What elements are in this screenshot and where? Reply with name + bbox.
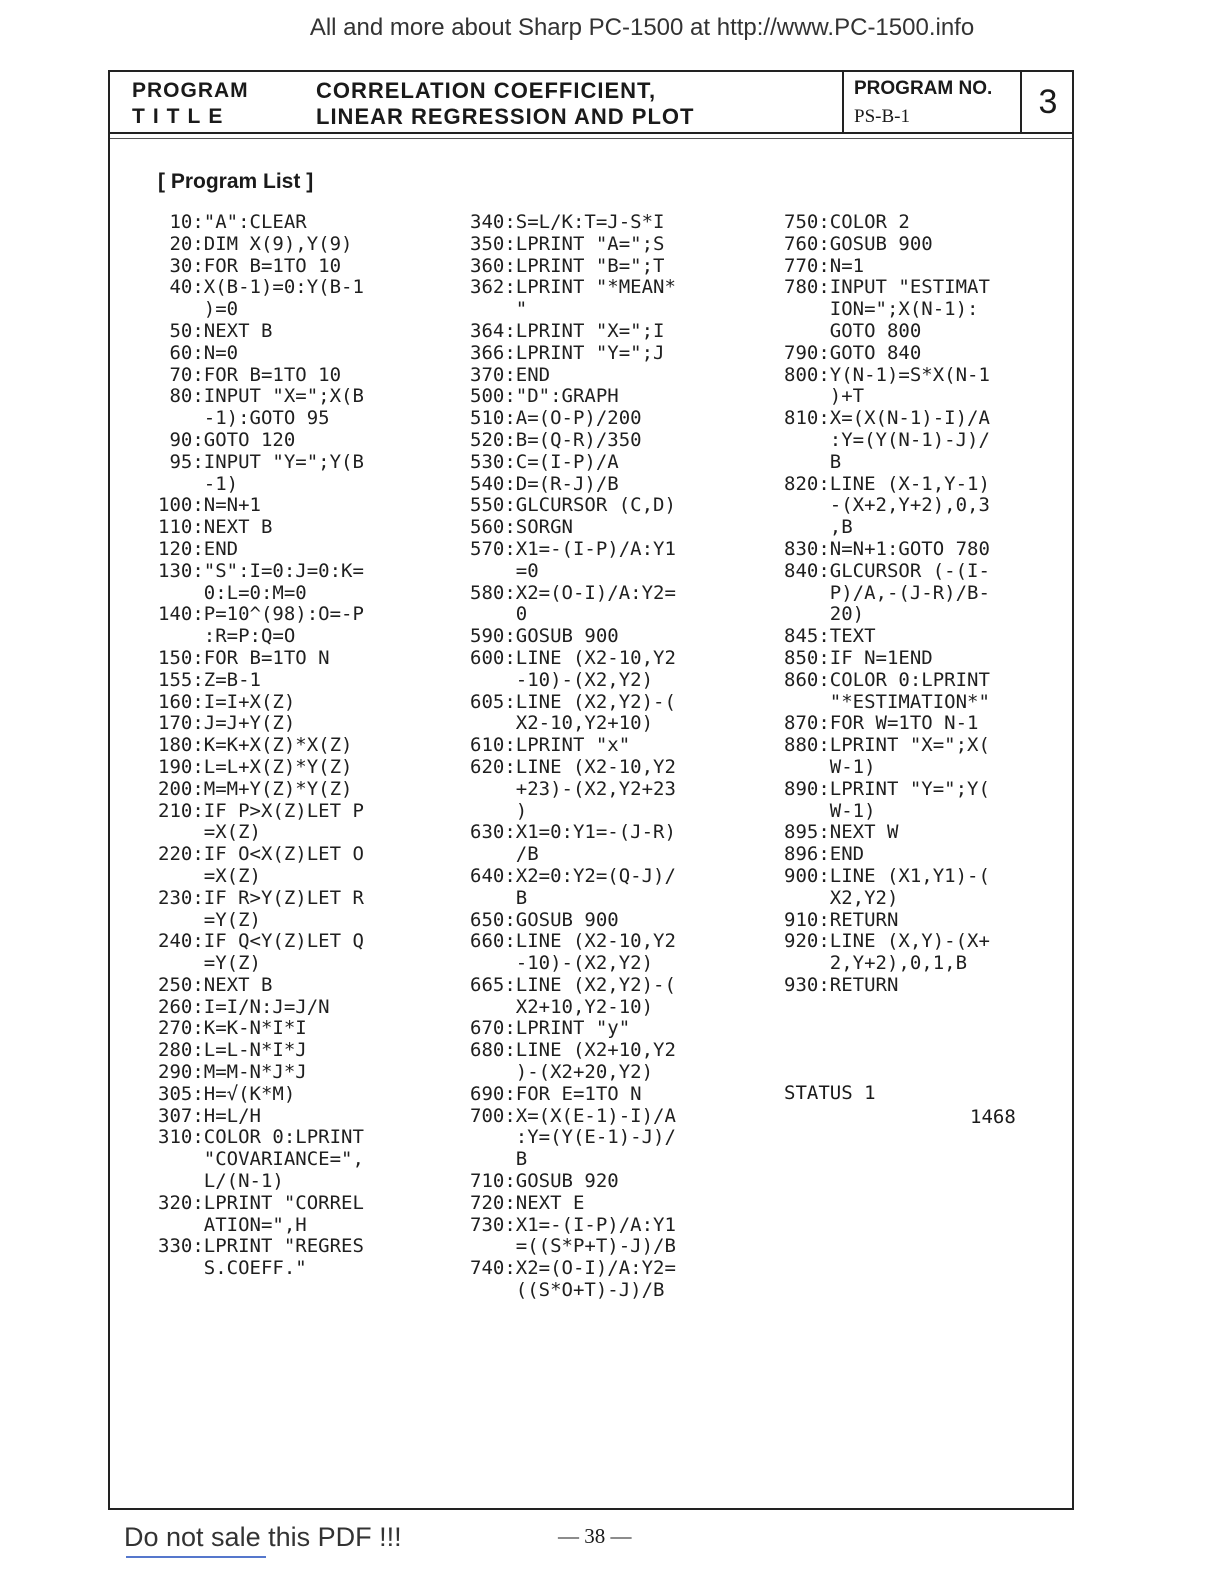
program-line: =X(Z): [158, 821, 261, 844]
program-line: )=0: [158, 298, 239, 321]
program-line: -1):GOTO 95: [158, 407, 330, 430]
program-line: 2,Y+2),0,1,B: [784, 952, 968, 975]
program-line: ION=";X(N-1):: [784, 298, 979, 321]
program-line: 570:X1=-(I-P)/A:Y1: [470, 537, 676, 560]
program-line: 760:GOSUB 900: [784, 232, 933, 255]
program-line: "*ESTIMATION*": [784, 690, 990, 713]
program-line: 730:X1=-(I-P)/A:Y1: [470, 1213, 676, 1236]
program-line: 260:I=I/N:J=J/N: [158, 995, 330, 1018]
program-line: 305:H=√(K*M): [158, 1082, 296, 1105]
program-line: =Y(Z): [158, 908, 261, 931]
label-line-1: PROGRAM: [132, 79, 249, 102]
program-line: ((S*O+T)-J)/B: [470, 1279, 665, 1302]
program-line: 240:IF Q<Y(Z)LET Q: [158, 930, 364, 953]
program-line: 0: [470, 603, 528, 626]
program-line: 190:L=L+X(Z)*Y(Z): [158, 755, 353, 778]
program-line: 290:M=M-N*J*J: [158, 1061, 307, 1084]
program-line: 520:B=(Q-R)/350: [470, 428, 642, 451]
program-line: 790:GOTO 840: [784, 341, 922, 364]
program-line: 60:N=0: [158, 341, 239, 364]
program-line: 340:S=L/K:T=J-S*I: [470, 211, 665, 233]
program-line: 850:IF N=1END: [784, 646, 933, 669]
program-line: X2,Y2): [784, 886, 899, 909]
program-line: P)/A,-(J-R)/B-: [784, 581, 990, 604]
program-line: 366:LPRINT "Y=";J: [470, 341, 665, 364]
program-title-label: [132, 78, 249, 130]
program-line: 40:X(B-1)=0:Y(B-1: [158, 276, 364, 299]
header-divider: [110, 138, 1072, 139]
program-line: 605:LINE (X2,Y2)-(: [470, 690, 676, 713]
page-tag: 3: [1038, 83, 1058, 121]
program-title: [316, 78, 694, 130]
program-line: 580:X2=(O-I)/A:Y2=: [470, 581, 676, 604]
program-line: 810:X=(X(N-1)-I)/A: [784, 407, 990, 430]
program-line: 330:LPRINT "REGRES: [158, 1235, 364, 1258]
program-line: 910:RETURN: [784, 908, 899, 931]
listing-column-3: [784, 212, 990, 997]
program-line: -1): [158, 472, 239, 495]
program-line: 140:P=10^(98):O=-P: [158, 603, 364, 626]
program-line: 200:M=M+Y(Z)*Y(Z): [158, 777, 353, 800]
program-line: 870:FOR W=1TO N-1: [784, 712, 979, 735]
program-line: :R=P:Q=O: [158, 625, 296, 648]
program-line: 660:LINE (X2-10,Y2: [470, 930, 676, 953]
title-line-1: CORRELATION COEFFICIENT,: [316, 78, 657, 103]
program-number-box: [842, 72, 1022, 132]
listing-column-1: [158, 212, 364, 1280]
website-note: All and more about Sharp PC-1500 at http://www.PC-1500.info: [309, 14, 975, 41]
program-number-label: PROGRAM NO.: [854, 78, 993, 99]
program-line: 100:N=N+1: [158, 494, 261, 517]
program-line: 880:LPRINT "X=";X(: [784, 734, 990, 757]
program-line: )+T: [784, 385, 865, 408]
program-line: X2-10,Y2+10): [470, 712, 654, 735]
program-line: 160:I=I+X(Z): [158, 690, 296, 713]
program-line: 720:NEXT E: [470, 1191, 585, 1214]
program-line: B: [470, 1148, 528, 1171]
program-line: 50:NEXT B: [158, 319, 273, 342]
program-line: 310:COLOR 0:LPRINT: [158, 1126, 364, 1149]
program-line: 750:COLOR 2: [784, 211, 910, 233]
program-line: 920:LINE (X,Y)-(X+: [784, 930, 990, 953]
program-line: 896:END: [784, 843, 865, 866]
program-line: 30:FOR B=1TO 10: [158, 254, 342, 277]
program-line: 530:C=(I-P)/A: [470, 450, 619, 473]
program-line: B: [784, 450, 842, 473]
program-line: 500:"D":GRAPH: [470, 385, 619, 408]
program-line: 95:INPUT "Y=";Y(B: [158, 450, 364, 473]
program-line: -10)-(X2,Y2): [470, 952, 654, 975]
program-line: B: [470, 886, 528, 909]
program-line: ,B: [784, 516, 853, 539]
program-line: 600:LINE (X2-10,Y2: [470, 646, 676, 669]
sheet-header: [110, 72, 1072, 134]
program-line: GOTO 800: [784, 319, 922, 342]
program-line: 280:L=L-N*I*J: [158, 1039, 307, 1062]
program-line: 80:INPUT "X=";X(B: [158, 385, 364, 408]
program-line: 780:INPUT "ESTIMAT: [784, 276, 990, 299]
program-line: 670:LPRINT "y": [470, 1017, 631, 1040]
program-line: ATION=",H: [158, 1213, 307, 1236]
program-line: 150:FOR B=1TO N: [158, 646, 330, 669]
program-line: 180:K=K+X(Z)*X(Z): [158, 734, 353, 757]
program-line: 820:LINE (X-1,Y-1): [784, 472, 990, 495]
program-line: 610:LPRINT "x": [470, 734, 631, 757]
program-line: 155:Z=B-1: [158, 668, 261, 691]
program-line: "COVARIANCE=",: [158, 1148, 364, 1171]
program-line: 800:Y(N-1)=S*X(N-1: [784, 363, 990, 386]
program-line: 120:END: [158, 537, 239, 560]
program-line: 860:COLOR 0:LPRINT: [784, 668, 990, 691]
program-line: W-1): [784, 755, 876, 778]
program-line: 590:GOSUB 900: [470, 625, 619, 648]
program-line: /B: [470, 843, 539, 866]
program-line: ": [470, 298, 528, 321]
program-sheet: [108, 70, 1074, 1510]
program-line: 680:LINE (X2+10,Y2: [470, 1039, 676, 1062]
program-line: 690:FOR E=1TO N: [470, 1082, 642, 1105]
program-line: )-(X2+20,Y2): [470, 1061, 654, 1084]
program-line: S.COEFF.": [158, 1257, 307, 1280]
program-line: 90:GOTO 120: [158, 428, 296, 451]
program-line: =Y(Z): [158, 952, 261, 975]
status-label: STATUS 1: [784, 1082, 876, 1104]
program-line: 770:N=1: [784, 254, 865, 277]
program-line: 210:IF P>X(Z)LET P: [158, 799, 364, 822]
program-line: 364:LPRINT "X=";I: [470, 319, 665, 342]
program-line: W-1): [784, 799, 876, 822]
listing-column-2: [470, 212, 676, 1302]
program-line: 560:SORGN: [470, 516, 573, 539]
status-bytes: 1468: [970, 1106, 1016, 1128]
program-line: 640:X2=0:Y2=(Q-J)/: [470, 864, 676, 887]
program-line: 362:LPRINT "*MEAN*: [470, 276, 676, 299]
program-line: 650:GOSUB 900: [470, 908, 619, 931]
program-line: -(X+2,Y+2),0,3: [784, 494, 990, 517]
program-line: =X(Z): [158, 864, 261, 887]
program-line: 250:NEXT B: [158, 973, 273, 996]
program-line: 320:LPRINT "CORREL: [158, 1191, 364, 1214]
label-line-2: TITLE: [132, 105, 231, 128]
bottom-note: Do not sale this PDF !!!: [124, 1522, 402, 1552]
program-line: X2+10,Y2-10): [470, 995, 654, 1018]
program-line: :Y=(Y(N-1)-J)/: [784, 428, 990, 451]
program-line: 170:J=J+Y(Z): [158, 712, 296, 735]
program-line: 630:X1=0:Y1=-(J-R): [470, 821, 676, 844]
program-line: 890:LPRINT "Y=";Y(: [784, 777, 990, 800]
program-line: 20:DIM X(9),Y(9): [158, 232, 353, 255]
program-line: =((S*P+T)-J)/B: [470, 1235, 676, 1258]
program-line: +23)-(X2,Y2+23: [470, 777, 676, 800]
program-line: 710:GOSUB 920: [470, 1170, 619, 1193]
program-line: 840:GLCURSOR (-(I-: [784, 559, 990, 582]
program-line: 370:END: [470, 363, 551, 386]
section-title: [ Program List ]: [158, 170, 314, 193]
program-line: L/(N-1): [158, 1170, 284, 1193]
program-number: PS-B-1: [854, 106, 910, 127]
program-line: 895:NEXT W: [784, 821, 899, 844]
program-line: 20): [784, 603, 865, 626]
program-line: 665:LINE (X2,Y2)-(: [470, 973, 676, 996]
program-line: 830:N=N+1:GOTO 780: [784, 537, 990, 560]
program-line: =0: [470, 559, 539, 582]
program-line: 220:IF O<X(Z)LET O: [158, 843, 364, 866]
title-line-2: LINEAR REGRESSION AND PLOT: [316, 104, 695, 129]
program-line: 130:"S":I=0:J=0:K=: [158, 559, 364, 582]
program-line: 307:H=L/H: [158, 1104, 261, 1127]
program-line: 510:A=(O-P)/200: [470, 407, 642, 430]
program-line: 550:GLCURSOR (C,D): [470, 494, 676, 517]
program-line: 0:L=0:M=0: [158, 581, 307, 604]
program-line: 360:LPRINT "B=";T: [470, 254, 665, 277]
program-line: 930:RETURN: [784, 973, 899, 996]
program-line: 700:X=(X(E-1)-I)/A: [470, 1104, 676, 1127]
program-line: 70:FOR B=1TO 10: [158, 363, 342, 386]
program-line: 540:D=(R-J)/B: [470, 472, 619, 495]
page-number: — 38 —: [558, 1524, 632, 1548]
program-line: ): [470, 799, 528, 822]
program-line: 10:"A":CLEAR: [158, 211, 307, 233]
program-line: -10)-(X2,Y2): [470, 668, 654, 691]
program-line: 350:LPRINT "A=";S: [470, 232, 665, 255]
program-line: 740:X2=(O-I)/A:Y2=: [470, 1257, 676, 1280]
program-line: 845:TEXT: [784, 625, 876, 648]
program-line: :Y=(Y(E-1)-J)/: [470, 1126, 676, 1149]
program-line: 900:LINE (X1,Y1)-(: [784, 864, 990, 887]
link-underline: [126, 1556, 266, 1558]
program-line: 230:IF R>Y(Z)LET R: [158, 886, 364, 909]
program-line: 110:NEXT B: [158, 516, 273, 539]
program-line: 270:K=K-N*I*I: [158, 1017, 307, 1040]
program-line: 620:LINE (X2-10,Y2: [470, 755, 676, 778]
